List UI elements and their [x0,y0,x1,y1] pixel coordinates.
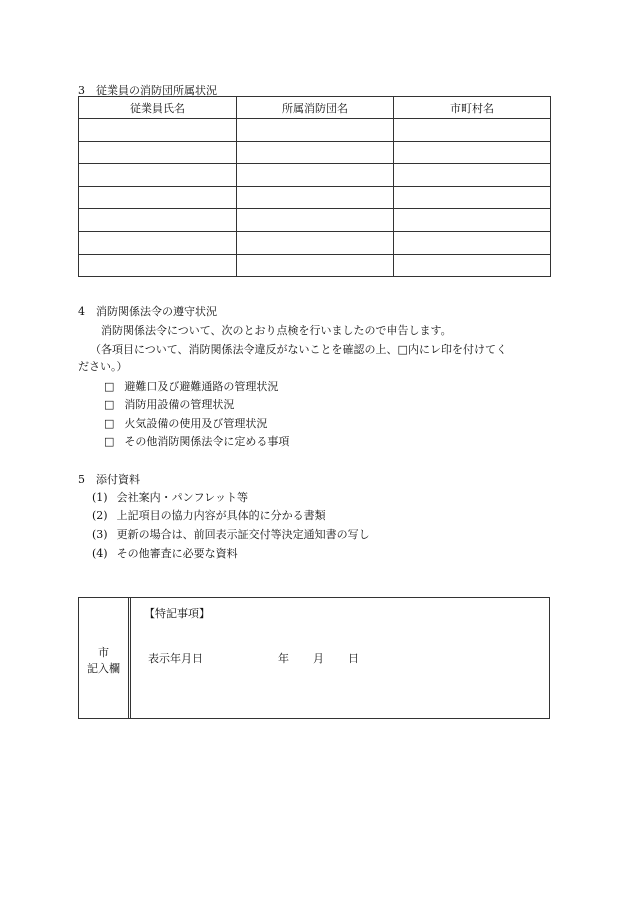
attachment-number: (3) [92,528,108,541]
day-label: 日 [348,652,359,665]
cell-municipality[interactable] [394,209,551,232]
checklist-item [104,396,234,412]
table-row [79,254,551,277]
cell-municipality[interactable] [394,254,551,277]
checklist-label: 火気設備の使用及び管理状況 [124,417,268,430]
attachment-label: 上記項目の協力内容が具体的に分かる書類 [116,509,326,522]
checkbox[interactable]: □ [104,417,115,430]
table-row [79,231,551,254]
table-row [79,164,551,187]
instruction-text: （各項目について、消防関係法令違反がないことを確認の上、□内にレ印を付けてく [90,343,507,356]
year-label: 年 [278,652,289,665]
attachment-number: (1) [92,491,108,504]
cell-municipality[interactable] [394,141,551,164]
checklist-label: 避難口及び避難通路の管理状況 [124,380,279,393]
col-header-municipality: 市町村名 [394,97,551,119]
cell-municipality[interactable] [394,164,551,187]
cell-brigade-name[interactable] [237,141,394,164]
declaration-text: 消防関係法令について、次のとおり点検を行いましたので申告します。 [101,324,452,337]
col-header-brigade-name: 所属消防団名 [237,97,394,119]
cell-municipality[interactable] [394,231,551,254]
table-row [79,119,551,142]
cell-employee-name[interactable] [79,254,237,277]
cell-employee-name[interactable] [79,141,237,164]
attachment-label: その他審査に必要な資料 [116,547,238,560]
checklist-item [104,415,267,431]
table-header-row [79,97,551,119]
cell-brigade-name[interactable] [237,119,394,142]
city-label: 市 [98,646,109,659]
checkbox[interactable]: □ [104,398,115,411]
checklist-label: 消防用設備の管理状況 [124,398,235,411]
display-date-label: 表示年月日 [148,652,203,665]
special-notes-title: 【特記事項】 [144,607,210,620]
cell-employee-name[interactable] [79,209,237,232]
cell-municipality[interactable] [394,119,551,142]
cell-brigade-name[interactable] [237,164,394,187]
checklist-item [104,433,289,449]
checklist-item [104,378,278,394]
cell-municipality[interactable] [394,186,551,209]
instruction-text-continued: ださい。） [78,360,128,373]
attachment-label: 会社案内・パンフレット等 [116,491,249,504]
entry-column-label: 記入欄 [87,662,120,675]
attachment-item [92,526,370,542]
city-entry-box [78,597,550,719]
section4-heading: 4 消防関係法令の遵守状況 [78,305,217,318]
checklist-label: その他消防関係法令に定める事項 [124,435,290,448]
attachment-label: 更新の場合は、前回表示証交付等決定通知書の写し [116,528,370,541]
cell-brigade-name[interactable] [237,254,394,277]
checkbox[interactable]: □ [104,435,115,448]
cell-brigade-name[interactable] [237,186,394,209]
section3-heading: 3 従業員の消防団所属状況 [78,84,217,97]
attachment-item [92,489,248,505]
month-label: 月 [313,652,324,665]
cell-employee-name[interactable] [79,231,237,254]
table-row [79,209,551,232]
table-row [79,141,551,164]
col-header-employee-name: 従業員氏名 [79,97,237,119]
attachment-item [92,545,238,561]
attachment-number: (4) [92,547,108,560]
section5-heading: 5 添付資料 [78,473,140,486]
checkbox[interactable]: □ [104,380,115,393]
cell-employee-name[interactable] [79,186,237,209]
cell-employee-name[interactable] [79,164,237,187]
table-row [79,186,551,209]
cell-brigade-name[interactable] [237,209,394,232]
attachment-number: (2) [92,509,108,522]
fire-brigade-membership-table [78,96,551,277]
attachment-item [92,507,326,523]
city-entry-label-column [79,598,131,718]
cell-employee-name[interactable] [79,119,237,142]
cell-brigade-name[interactable] [237,231,394,254]
